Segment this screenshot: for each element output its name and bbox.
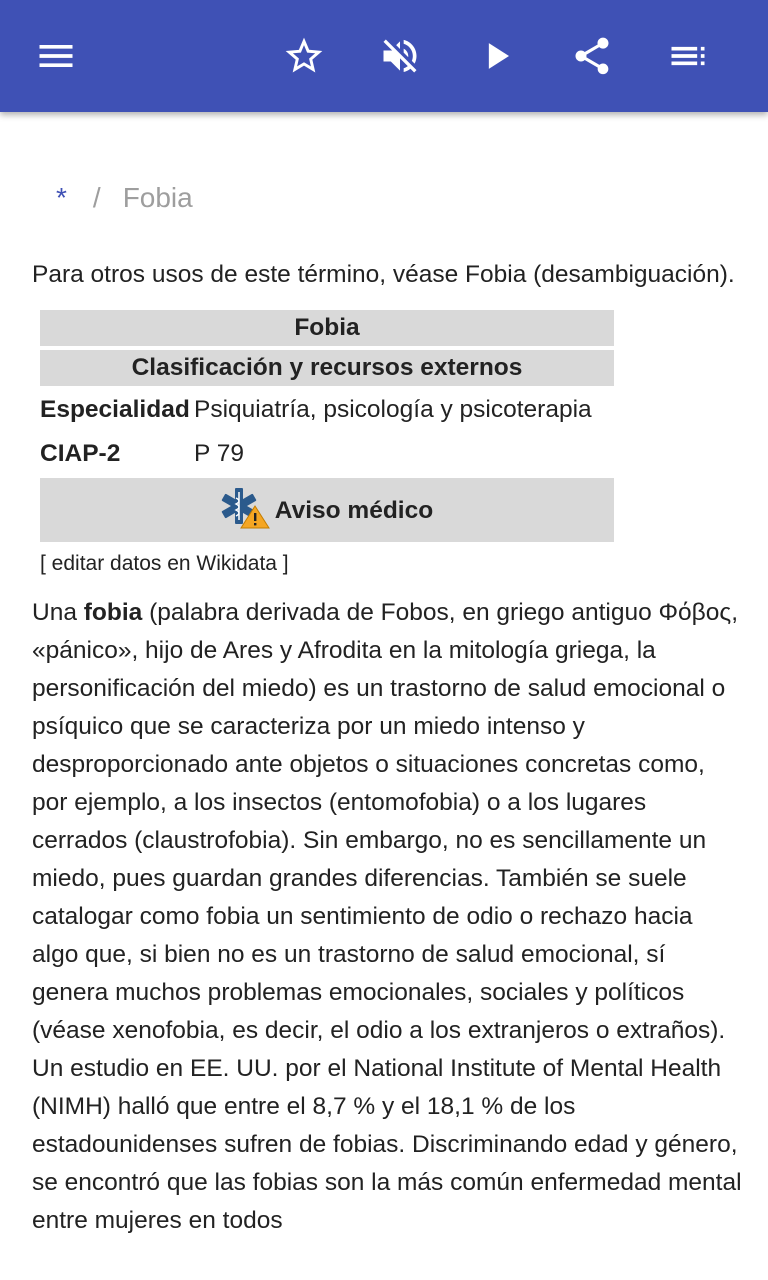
- article-paragraph: [32, 594, 742, 1240]
- medical-warning-icon: [221, 486, 271, 530]
- infobox-title: Fobia: [40, 310, 614, 346]
- infobox: [40, 306, 614, 546]
- breadcrumb-current: Fobia: [122, 182, 193, 213]
- breadcrumb-separator: /: [92, 182, 101, 213]
- paragraph-text: (palabra derivada de Fobos, en griego antiguo Φόβος, «pánico», hijo de Ares y Afrodita en la mitología griega, la personificación del miedo) es un trastorno de salud emocional o psíquico que se caracteriza por un miedo intenso y desproporcionado ante objetos o situaciones concretas como, por ejemplo, a los insectos (entomofobia) o a los lugares cerrados (claustrofobia). Sin embargo, no es sencillamente un miedo, pues guardan grandes diferencias. También se suele catalogar como fobia un sentimiento de odio o rechazo hacia algo que, si bien no es un trastorno de salud emocional, sí genera muchos problemas emocionales, sociales y políticos (véase xenofobia, es decir, el odio a los extranjeros o extraños). Un estudio en EE. UU. por el National Institute of Mental Health (NIMH) halló que entre el 8,7 % y el 18,1 % de los estadounidenses sufren de fobias. Discriminando edad y género, se encontró que las fobias son la más común enfermedad mental entre mujeres en todos: [32, 599, 742, 1234]
- medical-notice-label: Aviso médico: [274, 497, 434, 524]
- article-content: [32, 256, 742, 1240]
- infobox-row: [40, 434, 614, 474]
- infobox-subtitle: Clasificación y recursos externos: [40, 350, 614, 386]
- medical-notice[interactable]: [40, 478, 614, 542]
- play-button[interactable]: [470, 28, 526, 84]
- star-icon: [282, 34, 326, 78]
- app-bar: [0, 0, 768, 112]
- breadcrumb: [56, 180, 193, 216]
- toc-icon: [666, 34, 710, 78]
- favorite-button[interactable]: [276, 28, 332, 84]
- infobox-label: Especialidad: [40, 396, 190, 423]
- hatnote[interactable]: Para otros usos de este término, véase Fobia (desambiguación).: [32, 261, 735, 288]
- menu-icon: [34, 34, 78, 78]
- mute-button[interactable]: [372, 28, 428, 84]
- infobox-row: [40, 390, 614, 430]
- volume-off-icon: [378, 34, 422, 78]
- article-term: fobia: [83, 599, 143, 626]
- intro-word: Una: [32, 599, 77, 626]
- share-icon: [570, 34, 614, 78]
- infobox-value[interactable]: P 79: [194, 440, 244, 467]
- wikidata-edit-link[interactable]: [ editar datos en Wikidata ]: [40, 552, 289, 575]
- breadcrumb-home[interactable]: *: [56, 182, 67, 213]
- infobox-value[interactable]: Psiquiatría, psicología y psicoterapia: [194, 396, 592, 423]
- contents-button[interactable]: [660, 28, 716, 84]
- share-button[interactable]: [564, 28, 620, 84]
- play-icon: [476, 34, 520, 78]
- menu-button[interactable]: [28, 28, 84, 84]
- infobox-label: CIAP-2: [40, 440, 121, 467]
